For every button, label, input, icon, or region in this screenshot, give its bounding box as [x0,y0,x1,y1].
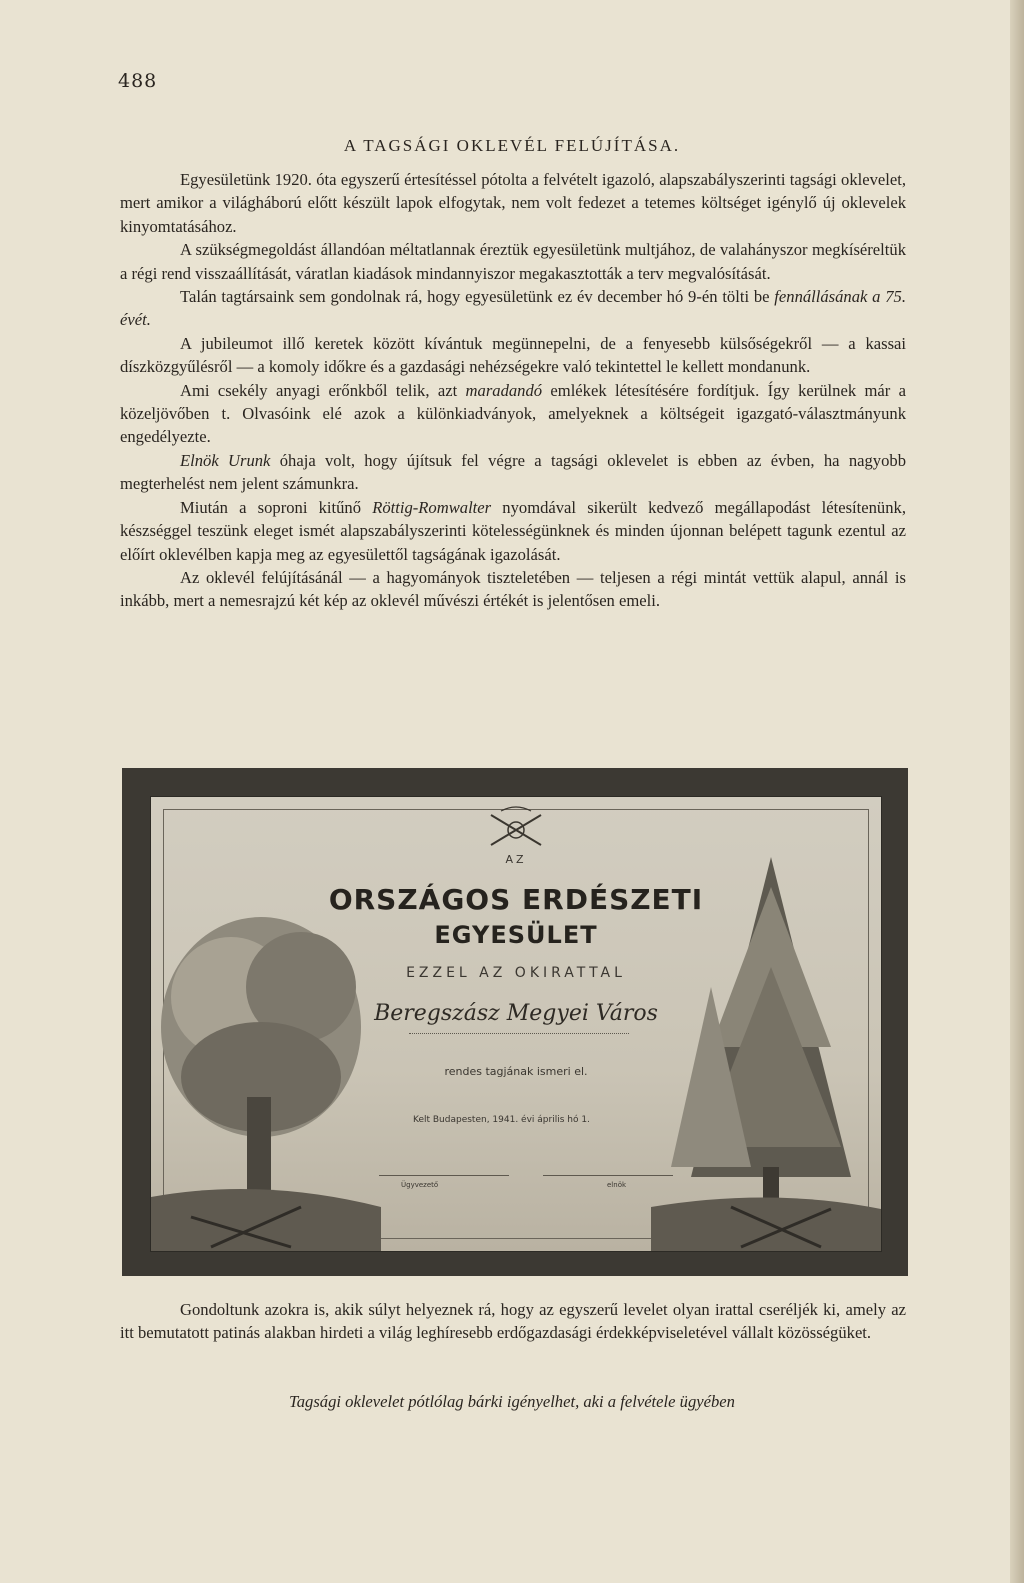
paragraph-8: Az oklevél felújításánál — a hagyományok tiszteletében — teljesen a régi mintát vettük alapul, annál is inkább, mert a nemesrajzú két kép az oklevél művészi értékét is jelentősen emeli. [120,567,906,611]
paragraph-6-tail: óhaja volt, hogy újítsuk fel végre a tagsági oklevelet is ebben az évben, ha nagyobb megterhelést nem jelent számunkra. [120,450,906,494]
signature-label-right: elnök [607,1181,627,1189]
signature-line-right [543,1175,673,1176]
certificate-statement: EZZEL AZ OKIRATTAL [406,965,626,981]
certificate-member-name: Beregszász Megyei Város [374,1001,658,1026]
certificate-plate [122,768,908,1276]
oak-tree-illustration [151,857,381,1251]
paragraph-7-italic: Röttig-Romwalter [372,497,492,517]
signature-line-left [379,1175,509,1176]
paragraph-3-italic: fennállásának a 75. évét. [120,287,906,330]
paragraph-7 [120,496,906,566]
article-body [120,168,906,613]
paragraph-1: Egyesületünk 1920. óta egyszerű értesítéssel pótolta a felvételt igazoló, alapszabályszerinti tagsági oklevelet, mert amikor a világháború előtt készült lapok elfogytak, nem volt fedezet a tetemes költséget igénylő új oklevelek kinyomtatásához. [120,170,906,236]
certificate-date: Kelt Budapesten, 1941. évi április hó 1. [413,1115,590,1125]
paragraph-3 [120,285,906,332]
certificate-membership-text: rendes tagjának ismeri el. [444,1065,588,1078]
footer-note: Tagsági oklevelet pótlólag bárki igényelhet, aki a felvétele ügyében [289,1392,735,1411]
paragraph-6 [120,449,906,496]
page-edge [1010,0,1024,1583]
paragraph-6-italic: Elnök Urunk [180,450,271,470]
crossed-axes-emblem-icon [481,805,551,851]
certificate-org-name: ORSZÁGOS ERDÉSZETI [328,883,704,916]
certificate [150,796,882,1252]
certificate-org-type: EGYESÜLET [434,921,598,949]
paragraph-2: A szükségmegoldást állandóan méltatlannak éreztük egyesületünk multjához, de valahányszor megkíséreltük a régi rend visszaállítását, váratlan kiadások mindannyiszor megakasztották a terv megvalósítását. [120,240,906,283]
paragraph-5-italic: maradandó [465,380,543,400]
signature-label-left: Ügyvezető [401,1181,439,1189]
paragraph-7-text: Miután a soproni kitűnő [180,497,373,517]
closing-body [120,1298,906,1345]
article-title: A TAGSÁGI OKLEVÉL FELÚJÍTÁSA. [343,136,681,155]
member-name-underline [409,1033,629,1034]
paragraph-7-tail: nyomdával sikerült kedvező megállapodást létesítenünk, készséggel teszünk eleget ismét alapszabályszerinti kötelességünknek és minden újonnan belépett tagunk ezentul az előírt oklevélben kapja meg az egyesülettől tagságának igazolását. [120,497,906,564]
certificate-prefix: AZ [505,853,527,866]
page-number: 488 [118,70,158,92]
paragraph-5-tail: emlékek létesítésére fordítjuk. Így kerülnek már a közeljövőben t. Olvasóink elé azok a különkiadványok, amelyeknek a költségeit igazgató-választmányunk engedélyezte. [120,380,906,447]
paragraph-5 [120,379,906,449]
paragraph-5-text: Ami csekély anyagi erőnkből telik, azt [180,380,466,400]
paragraph-4: A jubileumot illő keretek között kívántuk megünnepelni, de a fenyesebb külsőségekről — a kassai díszközgyűlésről — a komoly időkre és a gazdasági nehézségekre való tekintettel le kellett mondanunk. [120,333,906,377]
closing-paragraph: Gondoltunk azokra is, akik súlyt helyeznek rá, hogy az egyszerű levelet olyan irattal cseréljék ki, amely az itt bemutatott patinás alakban hirdeti a világ leghíresebb erdőgazdasági érdekképviseletével vállalt közösségüket. [120,1300,906,1343]
paragraph-3-text: Talán tagtársaink sem gondolnak rá, hogy egyesületünk ez év december hó 9-én tölti be [180,287,775,307]
